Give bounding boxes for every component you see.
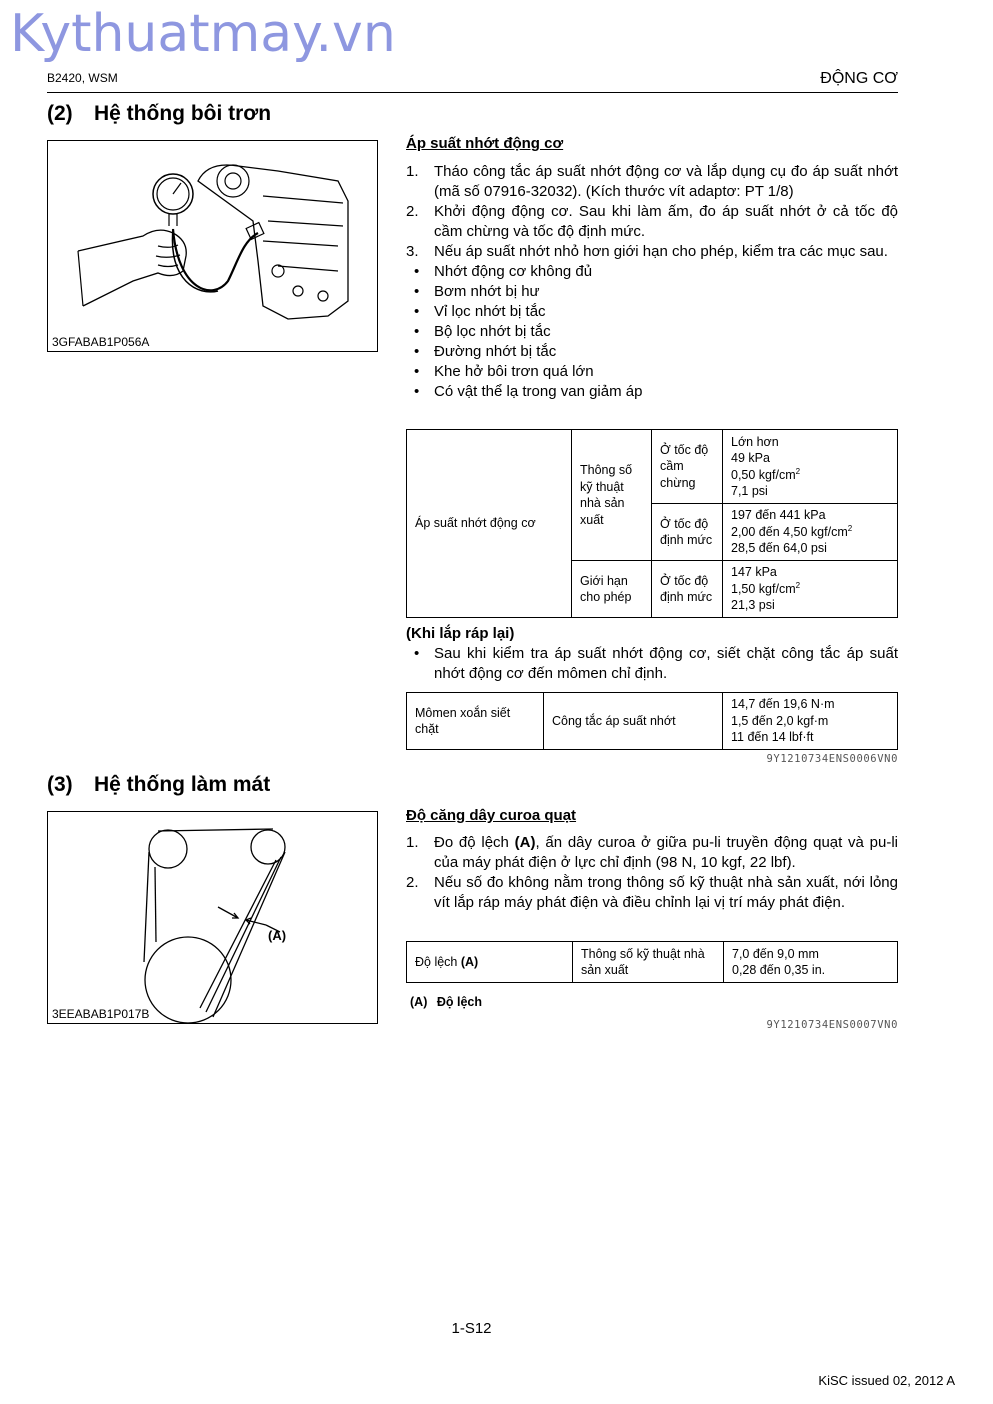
bullet-item: • Đường nhớt bị tắc: [414, 343, 557, 360]
spec-rated-cell: Ở tốc độ định mức: [652, 504, 723, 561]
header-model: B2420, WSM: [47, 71, 118, 85]
bullet-item: • Sau khi kiểm tra áp suất nhớt động cơ, siết chặt công tắc áp suất nhớt động cơ đến mômen chỉ định.: [414, 645, 898, 682]
bullet-item: • Vỉ lọc nhớt bị tắc: [414, 303, 546, 320]
bullet-item: • Bộ lọc nhớt bị tắc: [414, 323, 551, 340]
step-item: 3. Nếu áp suất nhớt nhỏ hơn giới hạn cho phép, kiểm tra các mục sau.: [406, 243, 888, 260]
watermark: Kythuatmay.vn: [10, 4, 396, 64]
spec-idle-cell: Ở tốc độ cầm chừng: [652, 430, 723, 504]
spec-allowable-cell: Giới hạn cho phép: [572, 561, 652, 618]
section-3-heading: [47, 773, 270, 797]
deflection-label-cell: Độ lệch (A): [407, 942, 573, 983]
deflection-values: 7,0 đến 9,0 mm 0,28 đến 0,35 in.: [724, 942, 898, 983]
spec-rated2-cell: Ở tốc độ định mức: [652, 561, 723, 618]
step-item: 1. Đo độ lệch (A), ấn dây curoa ở giữa pu-li truyền động quạt và pu-li của máy phát điện ở lực chỉ định (98 N, 10 kgf, 22 lbf).: [406, 834, 898, 871]
fan-belt-table: [406, 941, 898, 983]
figure-legend: [410, 995, 482, 1009]
document-code: 9Y1210734ENS0007VN0: [766, 1019, 898, 1031]
spec-limit-values: 147 kPa 1,50 kgf/$cm^2$ 21,3 psi: [723, 561, 898, 618]
fan-belt-column: [406, 806, 898, 913]
torque-table: [406, 692, 898, 750]
header-rule: [47, 92, 898, 93]
spec-rated-values: 197 đến 441 kPa 2,00 đến 4,50 kgf/$cm^2$ 28,5 đến 64,0 psi: [723, 504, 898, 561]
spec-idle-values: Lớn hơn 49 kPa 0,50 kgf/$cm^2$ 7,1 psi: [723, 430, 898, 504]
fan-belt-figure: [47, 811, 378, 1024]
oil-pressure-subheading: Áp suất nhớt động cơ: [406, 135, 564, 152]
deflection-spec-cell: Thông số kỹ thuật nhà sản xuất: [573, 942, 724, 983]
oil-pressure-figure: [47, 140, 378, 352]
document-code: 9Y1210734ENS0006VN0: [766, 753, 898, 765]
header-chapter: ĐỘNG CƠ: [820, 70, 898, 87]
issue-info: KiSC issued 02, 2012 A: [818, 1373, 955, 1388]
fan-belt-steps: [406, 833, 898, 913]
bullet-item: • Có vật thể lạ trong van giảm áp: [414, 383, 643, 400]
page-number: 1-S12: [451, 1320, 492, 1337]
bullet-item: • Khe hở bôi trơn quá lớn: [414, 363, 594, 380]
torque-values: 14,7 đến 19,6 N·m 1,5 đến 2,0 kgf·m 11 đến 14 lbf·ft: [723, 693, 898, 750]
spec-item-cell: Áp suất nhớt động cơ: [407, 430, 572, 618]
section-3-title: Hệ thống làm mát: [94, 773, 271, 796]
legend-text: Độ lệch: [436, 995, 482, 1009]
bullet-item: • Nhớt động cơ không đủ: [414, 263, 593, 280]
reassembly-block: [406, 624, 898, 684]
figure-caption: 3GFABAB1P056A: [52, 335, 150, 349]
fan-belt-illustration: [48, 812, 377, 1023]
legend-key: (A): [410, 995, 428, 1009]
step-item: 2. Nếu số đo không nằm trong thông số kỹ thuật nhà sản xuất, nới lỏng vít lắp ráp máy phát điện và điều chỉnh lại vị trí máy phát điện.: [406, 874, 898, 911]
reassembly-list: [406, 644, 898, 684]
fan-belt-subheading: Độ căng dây curoa quạt: [406, 807, 577, 824]
section-2-title: Hệ thống bôi trơn: [94, 102, 272, 125]
figure-caption: 3EEABAB1P017B: [52, 1007, 150, 1021]
deflection-label: (A): [268, 928, 287, 943]
torque-label-cell: Mômen xoắn siết chặt: [407, 693, 544, 750]
torque-part-cell: Công tắc áp suất nhớt: [544, 693, 723, 750]
oil-pressure-column: [406, 134, 898, 402]
bullet-item: • Bơm nhớt bị hư: [414, 283, 540, 300]
spec-factory-cell: Thông số kỹ thuật nhà sản xuất: [572, 430, 652, 561]
step-item: 2. Khởi động động cơ. Sau khi làm ấm, đo áp suất nhớt ở cả tốc độ cầm chừng và tốc độ định mức.: [406, 203, 898, 240]
section-2-heading: [47, 102, 271, 126]
oil-pressure-gauge-illustration: [48, 141, 377, 351]
reassembly-heading: (Khi lắp ráp lại): [406, 625, 515, 642]
section-2-number: (2): [47, 102, 73, 125]
oil-pressure-spec-table: [406, 429, 898, 618]
oil-pressure-steps: [406, 162, 898, 402]
section-3-number: (3): [47, 773, 73, 796]
step-item: 1. Tháo công tắc áp suất nhớt động cơ và lắp dụng cụ đo áp suất nhớt (mã số 07916-32032). (Kích thước vít adaptơ: PT 1/8): [406, 163, 898, 200]
